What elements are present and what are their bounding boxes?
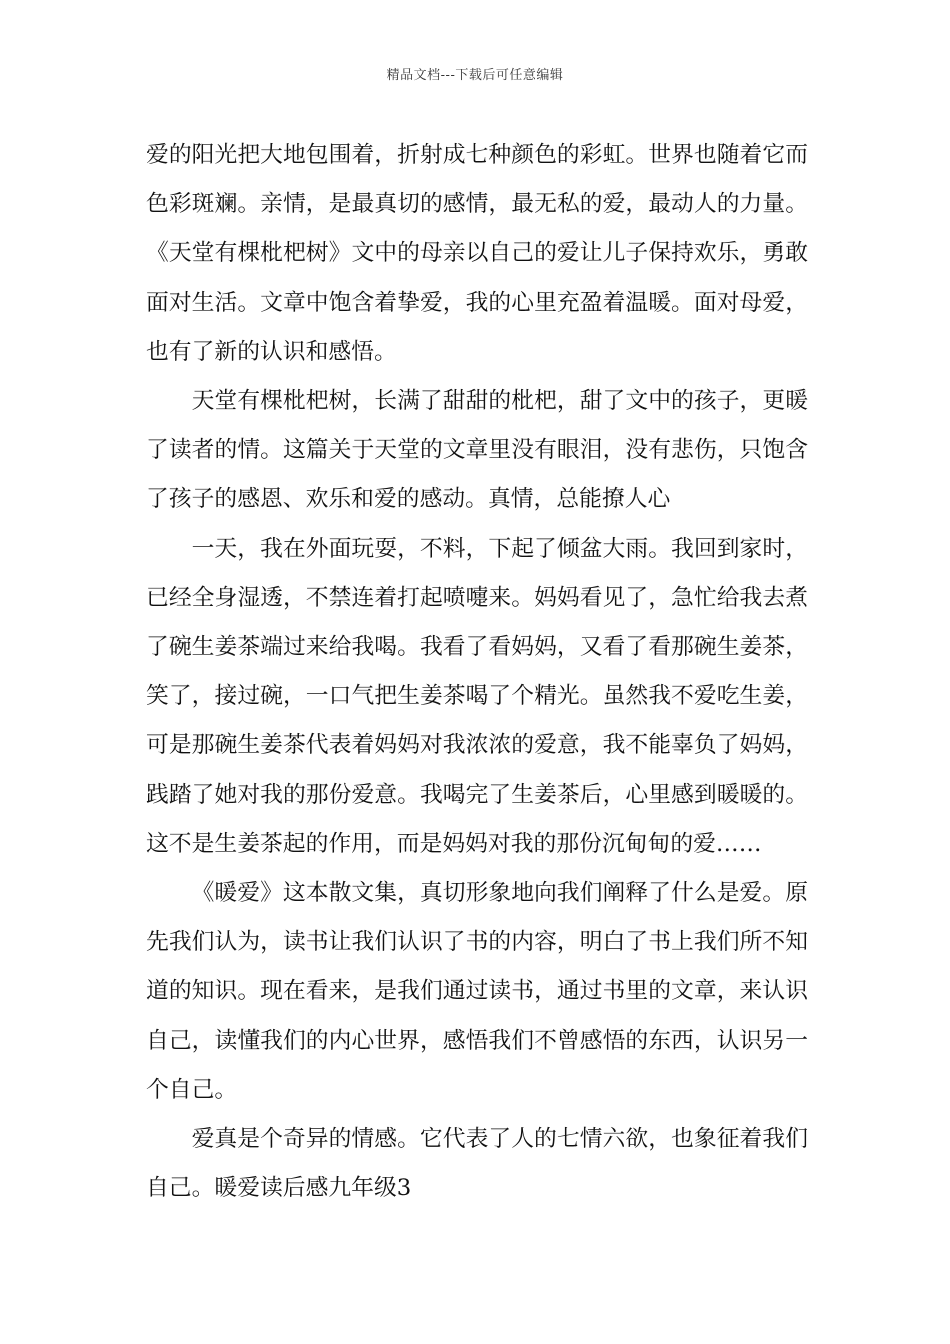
paragraph-essay-collection: 《暖爱》这本散文集，真切形象地向我们阐释了什么是爱。原先我们认为，读书让我们认识了书的内容，明白了书上我们所不知道的知识。现在看来，是我们通过读书，通过书里的文章，来认识自己，读懂我们的内心世界，感悟我们不曾感悟的东西，认识另一个自己。 (146, 880, 808, 1103)
document-body (146, 131, 808, 1213)
page-header: 精品文档---下载后可任意编辑 (386, 68, 564, 83)
paragraph-loquat-tree: 天堂有棵枇杷树，长满了甜甜的枇杷，甜了文中的孩子，更暖了读者的情。这篇关于天堂的文章里没有眼泪，没有悲伤，只饱含了孩子的感恩、欢乐和爱的感动。真情，总能撩人心 (146, 388, 808, 513)
paragraph-conclusion: 爱真是个奇异的情感。它代表了人的七情六欲，也象征着我们自己。暖爱读后感九年级3 (146, 1126, 808, 1202)
paragraph-intro: 爱的阳光把大地包围着，折射成七种颜色的彩虹。世界也随着它而色彩斑斓。亲情，是最真切的感情，最无私的爱，最动人的力量。《天堂有棵枇杷树》文中的母亲以自己的爱让儿子保持欢乐，勇敢面对生活。文章中饱含着挚爱，我的心里充盈着温暖。面对母爱，也有了新的认识和感悟。 (146, 142, 808, 365)
paragraph-ginger-tea: 一天，我在外面玩耍，不料，下起了倾盆大雨。我回到家时，已经全身湿透，不禁连着打起喷嚏来。妈妈看见了，急忙给我去煮了碗生姜茶端过来给我喝。我看了看妈妈，又看了看那碗生姜茶，笑了，接过碗，一口气把生姜茶喝了个精光。虽然我不爱吃生姜，可是那碗生姜茶代表着妈妈对我浓浓的爱意，我不能辜负了妈妈，践踏了她对我的那份爱意。我喝完了生姜茶后，心里感到暖暖的。这不是生姜茶起的作用，而是妈妈对我的那份沉甸甸的爱…… (146, 535, 808, 857)
